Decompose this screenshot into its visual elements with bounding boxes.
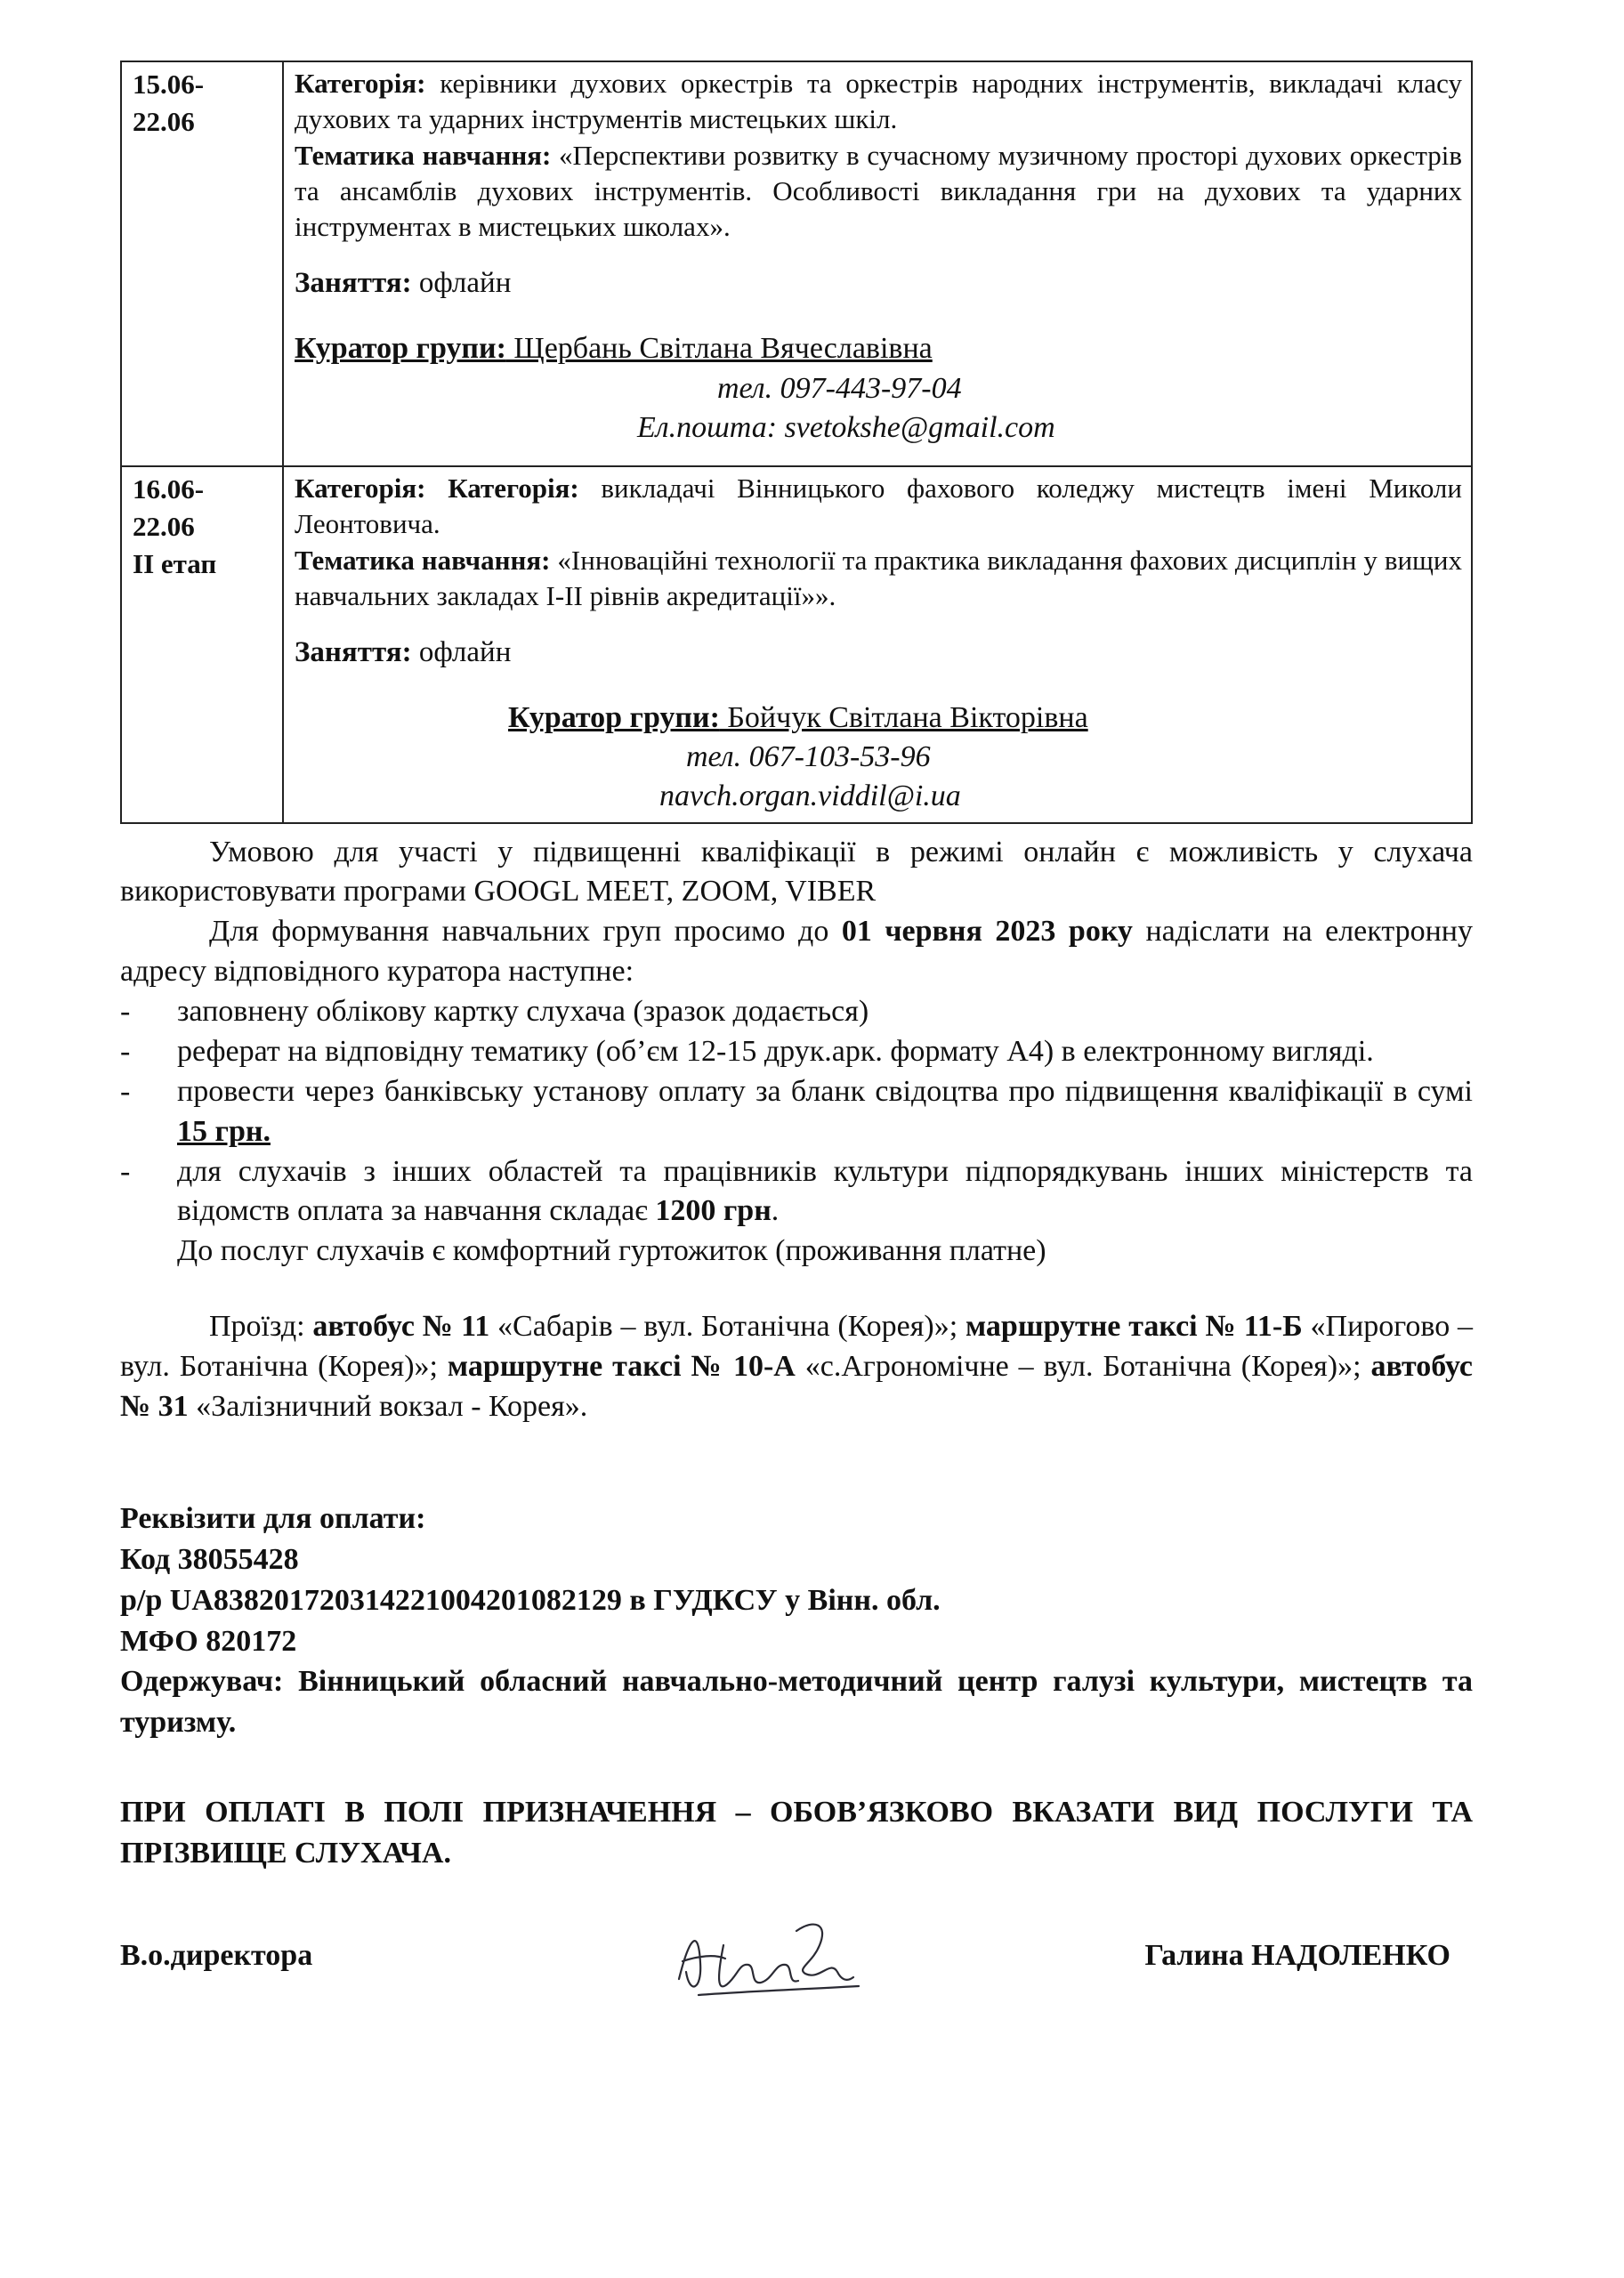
route-1: автобус № 11 (312, 1310, 490, 1344)
curator-phone: тел. 067-103-53-96 (686, 740, 931, 774)
handwritten-signature-icon (663, 1910, 877, 2007)
curator-phone: тел. 097-443-97-04 (717, 371, 962, 405)
tuition-end: . (771, 1194, 780, 1228)
course-topic (295, 543, 1462, 615)
list-item (120, 1072, 1473, 1152)
payment-note: провести через банківську установу оплату за бланк свідоцтва про підвищення кваліфікації в сумі (177, 1074, 1473, 1108)
payment-account: р/р UA838201720314221004201082129 в ГУДКСУ у Вінн. обл. (120, 1583, 941, 1617)
mode-label: Заняття: (295, 636, 412, 669)
payment-details (120, 1498, 1473, 1743)
course-topic (295, 138, 1462, 246)
route-2-desc: «Пирогово – вул. Ботанічна (Корея)»; (120, 1310, 1474, 1384)
date-cell (121, 61, 283, 466)
list-item: - заповнену облікову картку слухача (зразок додається) (120, 992, 1473, 1032)
curator-name: Щербань Світлана Вячеславівна (505, 332, 933, 366)
curator-line (295, 699, 1462, 738)
category-text: викладачі Вінницького фахового коледжу мистецтв імені Миколи Леонтовича. (295, 472, 1462, 540)
course-info-cell (283, 466, 1472, 823)
groups-paragraph (120, 912, 1473, 992)
mode-label: Заняття: (295, 267, 412, 300)
curator-line (295, 329, 1462, 368)
route-4-desc: «Залізничний вокзал - Корея». (188, 1389, 588, 1423)
groups-intro: Для формування навчальних груп просимо до (209, 915, 842, 949)
groups-intro-end: надіслати на електронну адресу відповідного куратора наступне: (120, 915, 1473, 989)
transport-paragraph (120, 1307, 1473, 1427)
course-dates: 15.06- 22.06 (133, 69, 205, 137)
topic-label: Тематика навчання: (295, 544, 551, 576)
signatory-position: В.о.директора (120, 1938, 313, 1972)
payment-title: Реквізити для оплати: (120, 1501, 426, 1535)
topic-text: «Інноваційні технології та практика викладання фахових дисциплін у вищих навчальних закладах І-ІІ рівнів акредитації»». (295, 544, 1463, 611)
course-mode (295, 264, 1462, 303)
course-category (295, 66, 1462, 138)
signatory-name: Галина НАДОЛЕНКО (1144, 1938, 1450, 1972)
course-dates: 16.06- 22.06 (133, 473, 205, 542)
list-item: - реферат на відповідну тематику (об’єм 12-15 друк.арк. формату А4) в електронному вигляді. (120, 1032, 1473, 1072)
payment-recipient: Одержувач: Вінницький обласний навчально-методичний центр галузі культури, мистецтв та туризму. (120, 1665, 1473, 1740)
topic-text: «Перспективи розвитку в сучасному музичному просторі духових оркестрів та ансамблів духових інструментів. Особливості викладання гри на духових та ударних інструментах в мистецьких школах». (295, 139, 1463, 243)
date-cell (121, 466, 283, 823)
payment-code: Код 38055428 (120, 1542, 299, 1576)
transport-label: Проїзд: (209, 1310, 313, 1344)
schedule-row (121, 466, 1472, 823)
main-text (120, 833, 1473, 1427)
document-page (120, 61, 1473, 2007)
category-label: Категорія: (295, 68, 426, 99)
topic-label: Тематика навчання: (295, 139, 552, 171)
route-3: маршрутне таксі № 10-А (447, 1350, 796, 1384)
route-2: маршрутне таксі № 11-Б (966, 1310, 1303, 1344)
tuition-amount: 1200 грн (655, 1194, 772, 1228)
category-text: керівники духових оркестрів та оркестрів народних інструментів, викладачі класу духових та ударних інструментів мистецьких шкіл. (295, 68, 1462, 135)
online-note: Умовою для участі у підвищенні кваліфікації в режимі онлайн є можливість у слухача використовувати програми GOOGL MEET, ZOOM, VIBER (120, 835, 1473, 909)
curator-email: navch.organ.viddil@i.ua (659, 780, 961, 813)
schedule-row (121, 61, 1472, 466)
list-item (120, 1152, 1473, 1232)
tuition-note: для слухачів з інших областей та працівників культури підпорядкувань інших міністерств та відомств оплата за навчання складає (177, 1154, 1473, 1228)
curator-name: Бойчук Світлана Вікторівна (719, 701, 1088, 735)
route-3-desc: «с.Агрономічне – вул. Ботанічна (Корея)»; (795, 1350, 1371, 1384)
course-stage: ІІ етап (133, 547, 217, 579)
category-label: Категорія: Категорія: (295, 472, 579, 504)
payment-mfo: МФО 820172 (120, 1624, 297, 1658)
payment-amount: 15 грн. (177, 1114, 271, 1148)
signature-block (120, 1910, 1473, 2007)
curator-email: Ел.пошта: svetokshe@gmail.com (637, 410, 1055, 444)
course-category (295, 471, 1462, 543)
mode-text: офлайн (411, 267, 512, 300)
curator-label: Куратор групи: (295, 332, 506, 366)
curator-label: Куратор групи: (508, 701, 720, 735)
mode-text: офлайн (411, 636, 512, 669)
course-mode (295, 634, 1462, 672)
groups-deadline: 01 червня 2023 року (841, 915, 1133, 949)
schedule-table (120, 61, 1473, 824)
requirements-list (120, 992, 1473, 1232)
route-4: автобус № 31 (120, 1350, 1474, 1423)
course-info-cell (283, 61, 1472, 466)
route-1-desc: «Сабарів – вул. Ботанічна (Корея)»; (489, 1310, 966, 1344)
payment-notice: ПРИ ОПЛАТІ В ПОЛІ ПРИЗНАЧЕННЯ – ОБОВ’ЯЗКОВО ВКАЗАТИ ВИД ПОСЛУГИ ТА ПРІЗВИЩЕ СЛУХАЧА. (120, 1796, 1473, 1870)
dormitory-note: До послуг слухачів є комфортний гуртожиток (проживання платне) (177, 1234, 1046, 1268)
